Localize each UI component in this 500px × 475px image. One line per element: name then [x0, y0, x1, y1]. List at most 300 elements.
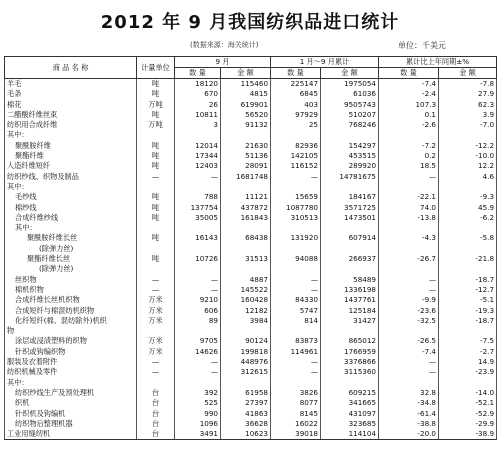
- table-row: [5, 141, 497, 151]
- header-yoy-amt: 金 额: [439, 68, 497, 79]
- ytd-qty-cell: 5747: [271, 306, 321, 316]
- unit-cell: 吨: [137, 79, 175, 90]
- month-amt-cell: 161843: [221, 213, 271, 223]
- yoy-amt-cell: 3.9: [439, 110, 497, 120]
- product-name-cell: 毛纱线: [5, 192, 137, 202]
- table-row: [5, 275, 497, 285]
- product-name-cell: 纺织纱线、织物及制品: [5, 172, 137, 182]
- product-name-cell: 其中：: [5, 130, 137, 140]
- ytd-amt-cell: 607914: [321, 233, 379, 243]
- table-row: [5, 326, 497, 336]
- yoy-qty-cell: [379, 223, 439, 233]
- table-row: [5, 409, 497, 419]
- yoy-amt-cell: -9.3: [439, 192, 497, 202]
- unit-cell: —: [137, 285, 175, 295]
- ytd-amt-cell: 323685: [321, 419, 379, 429]
- yoy-amt-cell: [439, 223, 497, 233]
- table-row: [5, 336, 497, 346]
- ytd-amt-cell: 609215: [321, 388, 379, 398]
- ytd-amt-cell: 61036: [321, 89, 379, 99]
- unit-cell: 万米: [137, 336, 175, 346]
- yoy-amt-cell: 62.3: [439, 100, 497, 110]
- yoy-qty-cell: -7.2: [379, 141, 439, 151]
- product-name-cell: 羊毛: [5, 79, 137, 90]
- header-ytd-qty: 数 量: [271, 68, 321, 79]
- yoy-amt-cell: -52.1: [439, 398, 497, 408]
- unit-cell: 吨: [137, 213, 175, 223]
- product-name-cell: 合成纤维纱线: [5, 213, 137, 223]
- month-amt-cell: 115460: [221, 79, 271, 90]
- month-amt-cell: 437872: [221, 203, 271, 213]
- yoy-amt-cell: -7.5: [439, 336, 497, 346]
- product-name-cell: 物: [5, 326, 137, 336]
- table-row: [5, 203, 497, 213]
- yoy-amt-cell: 12.2: [439, 161, 497, 171]
- month-amt-cell: 312615: [221, 367, 271, 377]
- ytd-qty-cell: 131920: [271, 233, 321, 243]
- yoy-amt-cell: 4.6: [439, 172, 497, 182]
- product-name-cell: 针织机及钩编机: [5, 409, 137, 419]
- month-qty-cell: 26: [175, 100, 221, 110]
- ytd-qty-cell: 84330: [271, 295, 321, 305]
- ytd-amt-cell: 1336198: [321, 285, 379, 295]
- month-amt-cell: 51136: [221, 151, 271, 161]
- header-yoy-qty: 数 量: [379, 68, 439, 79]
- ytd-qty-cell: 6845: [271, 89, 321, 99]
- product-name-cell: 棉纱线: [5, 203, 137, 213]
- month-qty-cell: —: [175, 172, 221, 182]
- ytd-amt-cell: 3115360: [321, 367, 379, 377]
- month-amt-cell: 21630: [221, 141, 271, 151]
- table-row: [5, 110, 497, 120]
- yoy-qty-cell: -4.3: [379, 233, 439, 243]
- table-row: [5, 120, 497, 130]
- month-amt-cell: 27397: [221, 398, 271, 408]
- unit-cell: 吨: [137, 161, 175, 171]
- table-row: [5, 182, 497, 192]
- yoy-qty-cell: —: [379, 285, 439, 295]
- month-qty-cell: 525: [175, 398, 221, 408]
- month-amt-cell: [221, 244, 271, 254]
- product-name-cell: 针织或钩编织物: [5, 347, 137, 357]
- ytd-qty-cell: 310513: [271, 213, 321, 223]
- yoy-amt-cell: -5.1: [439, 295, 497, 305]
- yoy-amt-cell: -7.8: [439, 79, 497, 90]
- ytd-amt-cell: 9505743: [321, 100, 379, 110]
- yoy-amt-cell: -23.9: [439, 367, 497, 377]
- month-amt-cell: 145522: [221, 285, 271, 295]
- month-qty-cell: 10811: [175, 110, 221, 120]
- unit-cell: 吨: [137, 254, 175, 264]
- yoy-amt-cell: 14.9: [439, 357, 497, 367]
- table-row: [5, 130, 497, 140]
- ytd-amt-cell: 1975054: [321, 79, 379, 90]
- table-row: [5, 151, 497, 161]
- table-row: [5, 398, 497, 408]
- month-amt-cell: 10623: [221, 429, 271, 440]
- unit-cell: 台: [137, 429, 175, 440]
- header-unit: 计量单位: [137, 57, 175, 79]
- month-amt-cell: 199818: [221, 347, 271, 357]
- table-row: [5, 79, 497, 90]
- yoy-qty-cell: 107.3: [379, 100, 439, 110]
- month-qty-cell: 670: [175, 89, 221, 99]
- unit-cell: 吨: [137, 110, 175, 120]
- table-row: [5, 161, 497, 171]
- yoy-qty-cell: -32.5: [379, 316, 439, 326]
- unit-cell: 台: [137, 388, 175, 398]
- yoy-qty-cell: -26.5: [379, 336, 439, 346]
- month-qty-cell: [175, 378, 221, 388]
- ytd-qty-cell: 16022: [271, 419, 321, 429]
- yoy-amt-cell: -38.9: [439, 429, 497, 440]
- ytd-qty-cell: [271, 223, 321, 233]
- header-ytd: 1 月～9 月累计: [271, 57, 379, 68]
- product-name-cell: (除弹力丝): [5, 264, 137, 274]
- header-month: 9 月: [175, 57, 271, 68]
- unit-cell: 万米: [137, 316, 175, 326]
- table-row: [5, 378, 497, 388]
- ytd-amt-cell: [321, 264, 379, 274]
- unit-cell: 万米: [137, 347, 175, 357]
- ytd-amt-cell: 3571725: [321, 203, 379, 213]
- yoy-qty-cell: 0.2: [379, 151, 439, 161]
- unit-cell: 万吨: [137, 100, 175, 110]
- unit-cell: —: [137, 275, 175, 285]
- yoy-amt-cell: [439, 244, 497, 254]
- yoy-amt-cell: -12.2: [439, 141, 497, 151]
- month-amt-cell: [221, 182, 271, 192]
- table-row: [5, 223, 497, 233]
- month-qty-cell: —: [175, 275, 221, 285]
- yoy-qty-cell: [379, 130, 439, 140]
- month-amt-cell: 31513: [221, 254, 271, 264]
- unit-cell: [137, 130, 175, 140]
- ytd-amt-cell: [321, 130, 379, 140]
- unit-cell: [137, 244, 175, 254]
- table-row: [5, 429, 497, 440]
- month-qty-cell: 89: [175, 316, 221, 326]
- ytd-qty-cell: —: [271, 367, 321, 377]
- unit-cell: 吨: [137, 192, 175, 202]
- data-source-note: (数据来源：海关统计): [190, 41, 259, 49]
- product-name-cell: 聚酯纤维长丝: [5, 254, 137, 264]
- yoy-amt-cell: [439, 130, 497, 140]
- month-qty-cell: 10726: [175, 254, 221, 264]
- ytd-amt-cell: 125184: [321, 306, 379, 316]
- product-name-cell: 人造纤维短纤: [5, 161, 137, 171]
- month-amt-cell: 61958: [221, 388, 271, 398]
- table-row: [5, 89, 497, 99]
- ytd-amt-cell: 114104: [321, 429, 379, 440]
- yoy-qty-cell: —: [379, 357, 439, 367]
- yoy-amt-cell: [439, 182, 497, 192]
- month-qty-cell: 14626: [175, 347, 221, 357]
- yoy-qty-cell: -38.8: [379, 419, 439, 429]
- table-row: [5, 100, 497, 110]
- ytd-qty-cell: [271, 244, 321, 254]
- month-qty-cell: 18120: [175, 79, 221, 90]
- product-name-cell: 其中：: [5, 182, 137, 192]
- table-row: [5, 192, 497, 202]
- yoy-amt-cell: -2.7: [439, 347, 497, 357]
- product-name-cell: 其中：: [5, 378, 137, 388]
- month-amt-cell: 3984: [221, 316, 271, 326]
- product-name-cell: 合成纤维长丝机织物: [5, 295, 137, 305]
- product-name-cell: 其中：: [5, 223, 137, 233]
- yoy-amt-cell: -5.8: [439, 233, 497, 243]
- table-row: [5, 254, 497, 264]
- month-qty-cell: [175, 244, 221, 254]
- yoy-qty-cell: -13.8: [379, 213, 439, 223]
- product-name-cell: 毛条: [5, 89, 137, 99]
- unit-note: 单位：千美元: [398, 41, 446, 50]
- yoy-qty-cell: [379, 378, 439, 388]
- yoy-qty-cell: -2.6: [379, 120, 439, 130]
- ytd-amt-cell: 154297: [321, 141, 379, 151]
- unit-cell: 吨: [137, 203, 175, 213]
- ytd-qty-cell: 82936: [271, 141, 321, 151]
- ytd-amt-cell: 58489: [321, 275, 379, 285]
- unit-cell: 万吨: [137, 120, 175, 130]
- product-name-cell: 涂层或浸渍塑料的织物: [5, 336, 137, 346]
- month-amt-cell: 91132: [221, 120, 271, 130]
- yoy-amt-cell: [439, 378, 497, 388]
- yoy-qty-cell: [379, 264, 439, 274]
- unit-cell: 台: [137, 409, 175, 419]
- ytd-qty-cell: [271, 182, 321, 192]
- ytd-amt-cell: 510207: [321, 110, 379, 120]
- unit-cell: —: [137, 357, 175, 367]
- product-name-cell: 丝织物: [5, 275, 137, 285]
- unit-cell: 吨: [137, 141, 175, 151]
- yoy-qty-cell: 0.1: [379, 110, 439, 120]
- month-qty-cell: 788: [175, 192, 221, 202]
- unit-cell: [137, 326, 175, 336]
- unit-cell: [137, 223, 175, 233]
- month-qty-cell: [175, 182, 221, 192]
- month-amt-cell: [221, 378, 271, 388]
- yoy-qty-cell: -20.0: [379, 429, 439, 440]
- month-qty-cell: 12403: [175, 161, 221, 171]
- yoy-qty-cell: —: [379, 275, 439, 285]
- month-amt-cell: 448976: [221, 357, 271, 367]
- ytd-qty-cell: 25: [271, 120, 321, 130]
- yoy-amt-cell: -29.9: [439, 419, 497, 429]
- yoy-amt-cell: -18.7: [439, 316, 497, 326]
- month-qty-cell: 9705: [175, 336, 221, 346]
- yoy-amt-cell: -10.0: [439, 151, 497, 161]
- month-amt-cell: 1681748: [221, 172, 271, 182]
- yoy-amt-cell: 45.9: [439, 203, 497, 213]
- ytd-amt-cell: 184167: [321, 192, 379, 202]
- import-statistics-table: [4, 56, 497, 440]
- month-qty-cell: 3491: [175, 429, 221, 440]
- ytd-qty-cell: [271, 378, 321, 388]
- ytd-qty-cell: 83873: [271, 336, 321, 346]
- yoy-qty-cell: [379, 244, 439, 254]
- ytd-qty-cell: —: [271, 285, 321, 295]
- ytd-amt-cell: 1437761: [321, 295, 379, 305]
- yoy-qty-cell: 18.5: [379, 161, 439, 171]
- product-name-cell: (除弹力丝): [5, 244, 137, 254]
- table-row: [5, 388, 497, 398]
- yoy-qty-cell: -9.9: [379, 295, 439, 305]
- month-qty-cell: 16143: [175, 233, 221, 243]
- ytd-amt-cell: [321, 378, 379, 388]
- product-name-cell: 工业用缝纫机: [5, 429, 137, 440]
- month-qty-cell: 137754: [175, 203, 221, 213]
- ytd-amt-cell: 14781675: [321, 172, 379, 182]
- table-row: [5, 419, 497, 429]
- month-qty-cell: —: [175, 367, 221, 377]
- unit-cell: 台: [137, 419, 175, 429]
- ytd-amt-cell: [321, 244, 379, 254]
- month-qty-cell: 9210: [175, 295, 221, 305]
- ytd-amt-cell: 1473501: [321, 213, 379, 223]
- yoy-qty-cell: [379, 182, 439, 192]
- ytd-amt-cell: 3376866: [321, 357, 379, 367]
- ytd-qty-cell: 94088: [271, 254, 321, 264]
- month-qty-cell: 990: [175, 409, 221, 419]
- ytd-amt-cell: 341665: [321, 398, 379, 408]
- table-row: [5, 347, 497, 357]
- yoy-amt-cell: -6.2: [439, 213, 497, 223]
- ytd-qty-cell: 225147: [271, 79, 321, 90]
- table-row: [5, 264, 497, 274]
- unit-cell: 万米: [137, 306, 175, 316]
- unit-cell: 万米: [137, 295, 175, 305]
- ytd-amt-cell: 266937: [321, 254, 379, 264]
- table-row: [5, 244, 497, 254]
- month-amt-cell: [221, 326, 271, 336]
- month-amt-cell: [221, 223, 271, 233]
- product-name-cell: 二醋酸纤维丝束: [5, 110, 137, 120]
- ytd-qty-cell: 116152: [271, 161, 321, 171]
- month-amt-cell: 619901: [221, 100, 271, 110]
- table-row: [5, 295, 497, 305]
- yoy-qty-cell: -26.7: [379, 254, 439, 264]
- table-row: [5, 285, 497, 295]
- yoy-qty-cell: 74.0: [379, 203, 439, 213]
- product-name-cell: 服装及衣着附件: [5, 357, 137, 367]
- ytd-amt-cell: 431097: [321, 409, 379, 419]
- month-amt-cell: [221, 130, 271, 140]
- unit-cell: 吨: [137, 89, 175, 99]
- ytd-qty-cell: 39018: [271, 429, 321, 440]
- product-name-cell: 纺织纱线生产及预处理机: [5, 388, 137, 398]
- month-qty-cell: 35005: [175, 213, 221, 223]
- ytd-qty-cell: 814: [271, 316, 321, 326]
- month-qty-cell: [175, 326, 221, 336]
- yoy-amt-cell: -18.7: [439, 275, 497, 285]
- table-row: [5, 213, 497, 223]
- yoy-qty-cell: -2.4: [379, 89, 439, 99]
- product-name-cell: 织机: [5, 398, 137, 408]
- yoy-amt-cell: -19.3: [439, 306, 497, 316]
- month-qty-cell: 17344: [175, 151, 221, 161]
- ytd-qty-cell: —: [271, 357, 321, 367]
- month-qty-cell: 1096: [175, 419, 221, 429]
- yoy-qty-cell: -34.8: [379, 398, 439, 408]
- yoy-amt-cell: [439, 326, 497, 336]
- header-ytd-amt: 金 额: [321, 68, 379, 79]
- yoy-qty-cell: —: [379, 172, 439, 182]
- unit-cell: [137, 378, 175, 388]
- header-product-name: 商 品 名 称: [5, 57, 137, 79]
- ytd-qty-cell: 114961: [271, 347, 321, 357]
- yoy-qty-cell: -7.4: [379, 79, 439, 90]
- header-yoy: 累计比上年同期±%: [379, 57, 497, 68]
- month-amt-cell: 160428: [221, 295, 271, 305]
- unit-cell: —: [137, 367, 175, 377]
- month-amt-cell: 36628: [221, 419, 271, 429]
- page-title: 2012 年 9 月我国纺织品进口统计: [100, 12, 400, 33]
- unit-cell: —: [137, 172, 175, 182]
- yoy-qty-cell: -61.4: [379, 409, 439, 419]
- yoy-amt-cell: -52.9: [439, 409, 497, 419]
- month-amt-cell: 4887: [221, 275, 271, 285]
- month-amt-cell: 41863: [221, 409, 271, 419]
- month-qty-cell: 392: [175, 388, 221, 398]
- ytd-amt-cell: 865012: [321, 336, 379, 346]
- product-name-cell: 纺织机械及零件: [5, 367, 137, 377]
- ytd-amt-cell: 768246: [321, 120, 379, 130]
- ytd-qty-cell: 1087780: [271, 203, 321, 213]
- yoy-amt-cell: [439, 264, 497, 274]
- table-row: [5, 233, 497, 243]
- product-name-cell: 聚酰胺纤维长丝: [5, 233, 137, 243]
- yoy-amt-cell: 27.9: [439, 89, 497, 99]
- unit-cell: 吨: [137, 233, 175, 243]
- month-amt-cell: 90124: [221, 336, 271, 346]
- product-name-cell: 纺织物后整理机器: [5, 419, 137, 429]
- yoy-qty-cell: [379, 326, 439, 336]
- month-qty-cell: [175, 264, 221, 274]
- table-row: [5, 316, 497, 326]
- yoy-qty-cell: -23.6: [379, 306, 439, 316]
- ytd-qty-cell: 142105: [271, 151, 321, 161]
- ytd-qty-cell: 15659: [271, 192, 321, 202]
- ytd-amt-cell: [321, 223, 379, 233]
- product-name-cell: 棉机织物: [5, 285, 137, 295]
- ytd-qty-cell: [271, 130, 321, 140]
- month-qty-cell: —: [175, 285, 221, 295]
- table-row: [5, 306, 497, 316]
- yoy-amt-cell: -7.0: [439, 120, 497, 130]
- month-qty-cell: —: [175, 357, 221, 367]
- unit-cell: [137, 182, 175, 192]
- month-qty-cell: [175, 223, 221, 233]
- yoy-amt-cell: -14.0: [439, 388, 497, 398]
- ytd-qty-cell: —: [271, 172, 321, 182]
- ytd-qty-cell: 8145: [271, 409, 321, 419]
- product-name-cell: 聚酰胺纤维: [5, 141, 137, 151]
- yoy-qty-cell: —: [379, 367, 439, 377]
- table-row: [5, 367, 497, 377]
- month-qty-cell: 12014: [175, 141, 221, 151]
- ytd-qty-cell: [271, 326, 321, 336]
- header-month-amt: 金 额: [221, 68, 271, 79]
- ytd-amt-cell: 453515: [321, 151, 379, 161]
- month-amt-cell: 28091: [221, 161, 271, 171]
- unit-cell: [137, 264, 175, 274]
- month-amt-cell: 4815: [221, 89, 271, 99]
- yoy-amt-cell: -12.7: [439, 285, 497, 295]
- month-qty-cell: 3: [175, 120, 221, 130]
- ytd-amt-cell: 31427: [321, 316, 379, 326]
- month-qty-cell: 606: [175, 306, 221, 316]
